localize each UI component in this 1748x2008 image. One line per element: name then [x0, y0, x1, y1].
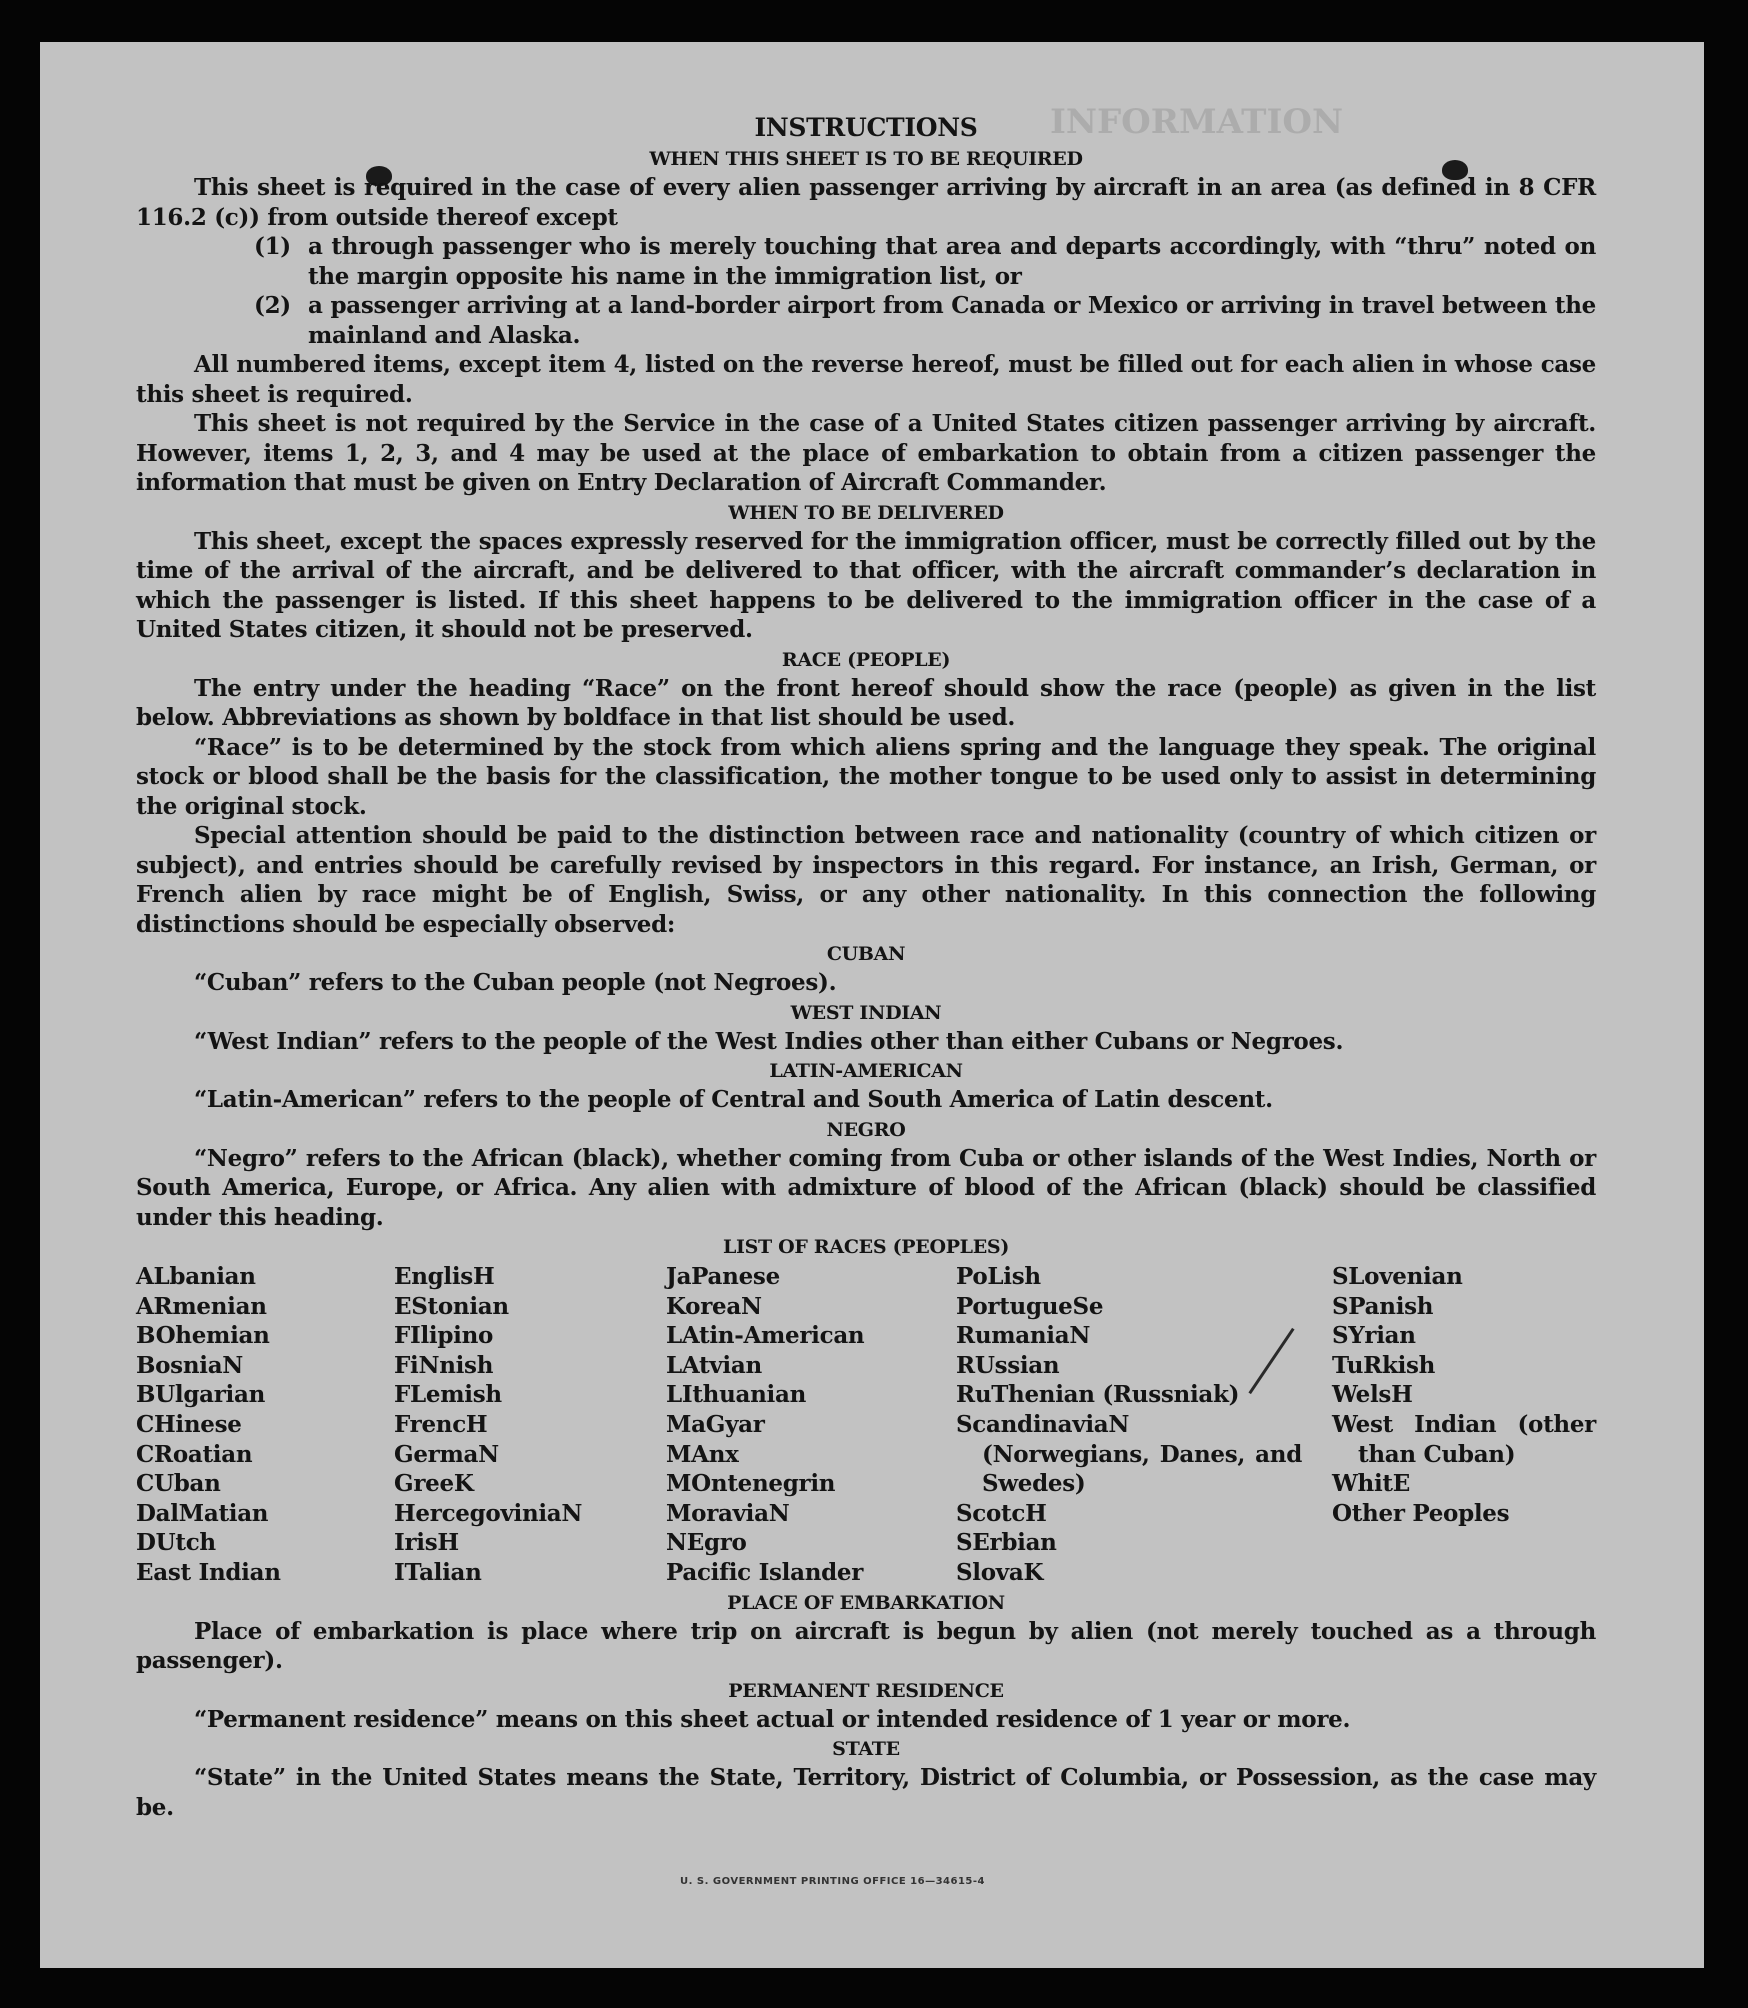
list-item: (2) a passenger arriving at a land-border airport from Canada or Mexico or arriving in travel between the mainland and Alaska.: [254, 292, 1596, 349]
race-entry: RUssian: [956, 1351, 1060, 1379]
paragraph: “Race” is to be determined by the stock from which aliens spring and the language they speak. The original stock or blood shall be the basis for the classification, the mother tongue to be used only to assist in determining the original stock.: [136, 733, 1596, 820]
heading-permanent-residence: PERMANENT RESIDENCE: [728, 1679, 1004, 1702]
race-entry: Pacific Islander: [666, 1558, 864, 1586]
race-entry: SPanish: [1332, 1292, 1434, 1320]
race-entry: CHinese: [136, 1410, 242, 1438]
race-entry: EStonian: [394, 1292, 509, 1320]
race-entry: PortugueSe: [956, 1292, 1104, 1320]
race-entry: LAtvian: [666, 1351, 762, 1379]
paragraph: “Cuban” refers to the Cuban people (not Negroes).: [194, 969, 837, 996]
race-entry: ScandinaviaN (Norwegians, Danes, and Swedes): [956, 1410, 1302, 1498]
race-entry: ITalian: [394, 1558, 482, 1586]
races-column: [956, 1262, 1332, 1588]
page-title: INSTRUCTIONS: [754, 113, 978, 142]
paragraph: “Latin-American” refers to the people of Central and South America of Latin descent.: [194, 1086, 1273, 1113]
race-entry: ALbanian: [136, 1263, 256, 1290]
races-column: [394, 1262, 666, 1588]
paragraph: “State” in the United States means the State, Territory, District of Columbia, or Possession, as the case may be.: [136, 1764, 1596, 1821]
race-entry: DUtch: [136, 1529, 216, 1557]
paragraph: Place of embarkation is place where trip on aircraft is begun by alien (not merely touched as a through passenger).: [136, 1617, 1596, 1675]
paragraph: Special attention should be paid to the distinction between race and nationality (country of which citizen or subject), and entries should be carefully revised by inspectors in this regard. For instance, an Irish, German, or French alien by race might be of English, Swiss, or any other nationality. In this connection the following distinctions should be especially observed:: [136, 822, 1596, 938]
race-entry: MoraviaN: [666, 1499, 790, 1527]
race-entry: EnglisH: [394, 1263, 495, 1290]
race-entry: DalMatian: [136, 1499, 269, 1527]
race-entry: JaPanese: [666, 1263, 780, 1290]
race-entry: BUlgarian: [136, 1381, 265, 1409]
races-column: [136, 1262, 394, 1588]
race-entry: CRoatian: [136, 1440, 253, 1468]
race-entry: NEgro: [666, 1529, 747, 1557]
bleed-through-text: INFORMATION: [1050, 102, 1344, 142]
heading-list-of-races: LIST OF RACES (PEOPLES): [722, 1236, 1010, 1258]
heading-race: RACE (PEOPLE): [781, 648, 951, 671]
race-entry: MAnx: [666, 1440, 739, 1468]
paragraph: This sheet is not required by the Service in the case of a United States citizen passenger arriving by aircraft. However, items 1, 2, 3, and 4 may be used at the place of embarkation to obtain from a citizen passenger the information that must be given on Entry Declaration of Aircraft Commander.: [136, 410, 1596, 496]
paragraph: This sheet is required in the case of every alien passenger arriving by aircraft in an area (as defined in 8 CFR 116.2 (c)) from outside thereof except: [136, 174, 1596, 231]
race-entry: LIthuanian: [666, 1381, 806, 1409]
race-entry: TuRkish: [1332, 1351, 1436, 1379]
race-entry: CUban: [136, 1470, 221, 1498]
race-entry: SErbian: [956, 1529, 1057, 1557]
race-entry: IrisH: [394, 1529, 459, 1557]
instructions-content: [136, 112, 1596, 1822]
heading-west-indian: WEST INDIAN: [790, 1001, 942, 1024]
paragraph: “Negro” refers to the African (black), whether coming from Cuba or other islands of the West Indies, North or South America, Europe, or Africa. Any alien with admixture of blood of the African (black) should be classified under this heading.: [136, 1144, 1596, 1231]
race-entry: SLovenian: [1332, 1263, 1463, 1290]
race-entry: RumaniaN: [956, 1322, 1091, 1350]
race-entry: PoLish: [956, 1263, 1041, 1290]
document-page: [40, 42, 1704, 1968]
paragraph: All numbered items, except item 4, listed on the reverse hereof, must be filled out for each alien in whose case this sheet is required.: [136, 351, 1596, 408]
heading-cuban: CUBAN: [826, 943, 906, 965]
race-entry: ARmenian: [136, 1292, 267, 1320]
race-entry: GreeK: [394, 1470, 474, 1498]
paragraph: “Permanent residence” means on this sheet actual or intended residence of 1 year or more.: [194, 1705, 1351, 1733]
race-entry: West Indian (other than Cuban): [1332, 1410, 1596, 1468]
list-item: (1) a through passenger who is merely touching that area and departs accordingly, with “thru” noted on the margin opposite his name in the immigration list, or: [254, 233, 1596, 290]
race-entry: GermaN: [394, 1440, 499, 1468]
paragraph: This sheet, except the spaces expressly reserved for the immigration officer, must be correctly filled out by the time of the arrival of the aircraft, and be delivered to that officer, with the aircraft commander’s declaration in which the passenger is listed. If this sheet happens to be delivered to the immigration officer in the case of a United States citizen, it should not be preserved.: [136, 527, 1596, 643]
race-entry: FIlipino: [394, 1322, 494, 1350]
paragraph: The entry under the heading “Race” on the front hereof should show the race (people) as given in the list below. Abbreviations as shown by boldface in that list should be used.: [136, 674, 1596, 731]
race-entry: SYrian: [1332, 1322, 1416, 1350]
race-entry: FLemish: [394, 1381, 502, 1409]
race-entry: KoreaN: [666, 1292, 762, 1320]
heading-negro: NEGRO: [826, 1118, 906, 1141]
heading-embarkation: PLACE OF EMBARKATION: [727, 1591, 1005, 1614]
races-column: [1332, 1262, 1596, 1588]
race-entry: ScotcH: [956, 1499, 1047, 1527]
races-column: [666, 1262, 956, 1588]
race-entry: MaGyar: [666, 1410, 765, 1438]
race-entry: MOntenegrin: [666, 1470, 836, 1498]
race-entry: HercegoviniaN: [394, 1499, 583, 1527]
race-entry: East Indian: [136, 1558, 281, 1586]
race-entry: LAtin-American: [666, 1322, 865, 1350]
heading-when-delivered: WHEN TO BE DELIVERED: [728, 501, 1004, 524]
printing-office-footer: U. S. GOVERNMENT PRINTING OFFICE 16—34615-4: [680, 1876, 985, 1887]
race-entry: RuThenian (Russniak): [956, 1381, 1240, 1409]
heading-state: STATE: [832, 1738, 900, 1761]
heading-when-required: WHEN THIS SHEET IS TO BE REQUIRED: [649, 148, 1083, 170]
race-entry: WelsH: [1332, 1381, 1413, 1409]
race-entry: FrencH: [394, 1410, 488, 1438]
heading-latin-american: LATIN-AMERICAN: [769, 1060, 963, 1082]
race-entry: WhitE: [1332, 1470, 1410, 1498]
race-entry: FiNnish: [394, 1351, 494, 1379]
paragraph: “West Indian” refers to the people of the West Indies other than either Cubans or Negroes.: [194, 1027, 1344, 1055]
race-entry: BosniaN: [136, 1351, 244, 1379]
races-list: [136, 1262, 1596, 1588]
race-entry: SlovaK: [956, 1558, 1044, 1586]
race-entry: Other Peoples: [1332, 1499, 1510, 1527]
race-entry: BOhemian: [136, 1322, 270, 1350]
